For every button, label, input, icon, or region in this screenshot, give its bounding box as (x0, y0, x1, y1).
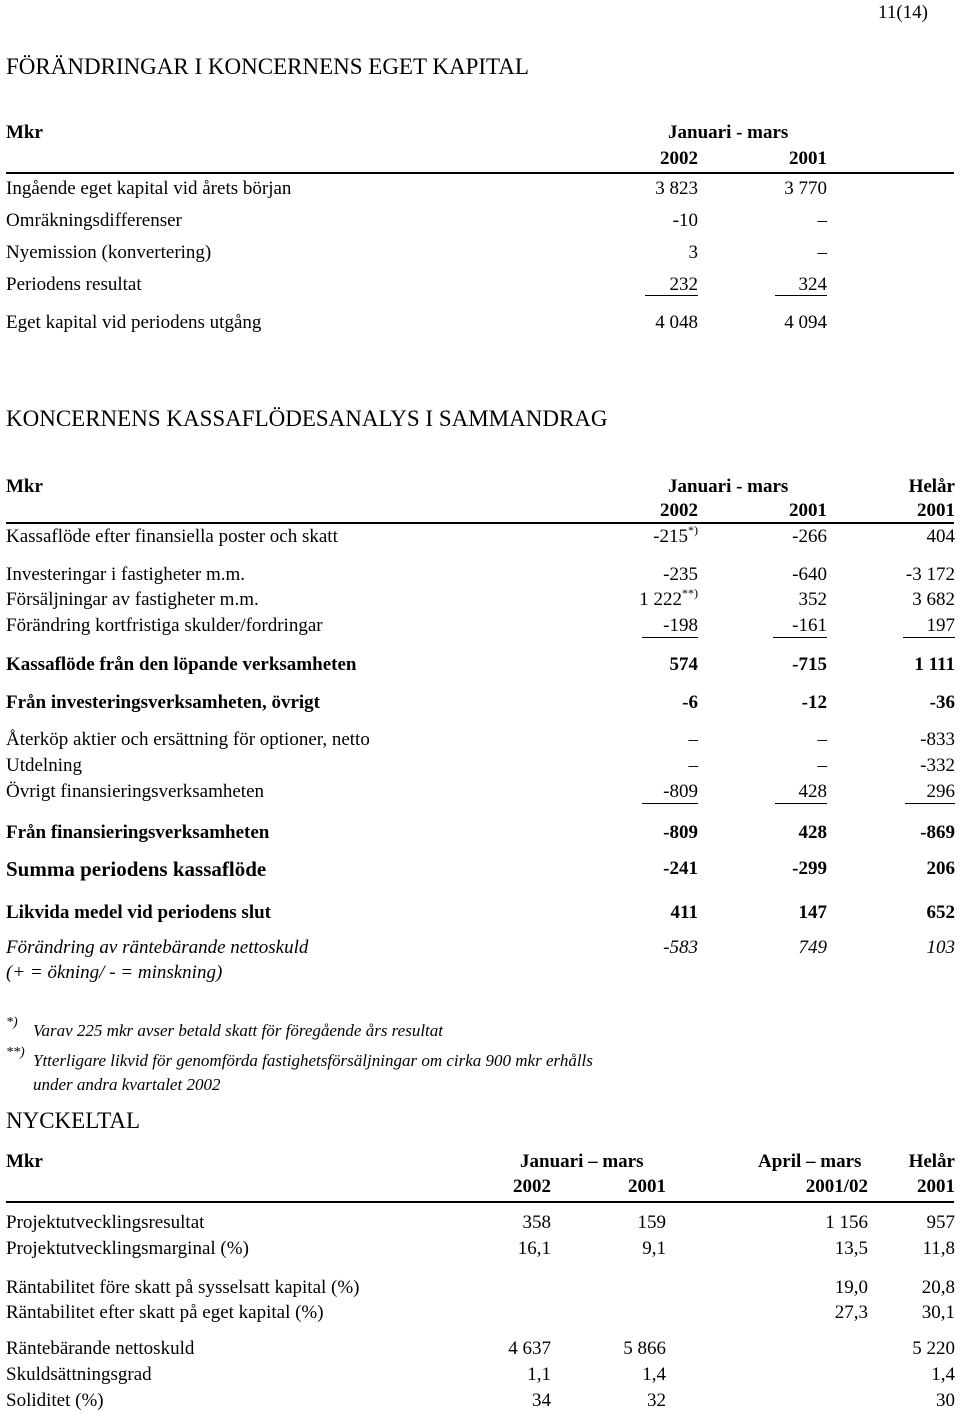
keyfigures-row-label: Projektutvecklingsresultat (6, 1212, 205, 1233)
underline (905, 803, 955, 804)
cashflow-row-value: 428 (798, 822, 827, 843)
cashflow-row-value: -809 (663, 822, 698, 843)
keyfigures-row-value: 1,4 (931, 1364, 955, 1385)
keyfigures-row-label: Soliditet (%) (6, 1390, 104, 1411)
cashflow-row-label: Investeringar i fastigheter m.m. (6, 564, 246, 585)
cashflow-mkr-label: Mkr (6, 476, 43, 497)
cashflow-period-header: Januari - mars (668, 476, 789, 497)
keyfigures-row-value: 5 866 (623, 1338, 666, 1359)
keyfigures-row-value: 11,8 (922, 1238, 955, 1259)
cashflow-row-value: -869 (920, 822, 955, 843)
equity-header-rule (6, 172, 954, 174)
equity-row-label: Omräkningsdifferenser (6, 210, 182, 231)
equity-row-value: -10 (672, 210, 698, 231)
cashflow-row-value: 749 (798, 937, 827, 958)
equity-row-label: Periodens resultat (6, 274, 142, 295)
footnote-mark: *) (6, 1015, 18, 1030)
footnote-text: Ytterligare likvid för genomförda fastighetsförsäljningar om cirka 900 mkr erhålls (33, 1051, 593, 1070)
keyfigures-year: 2001 (628, 1176, 666, 1197)
keyfigures-fullyear-header: Helår (908, 1151, 955, 1172)
underline (642, 803, 698, 804)
footnote-text: under andra kvartalet 2002 (33, 1075, 221, 1094)
equity-row-value: 324 (798, 274, 827, 295)
cashflow-row-value: -161 (792, 615, 827, 636)
cashflow-row-label: Likvida medel vid periodens slut (6, 902, 271, 923)
cashflow-year-2001: 2001 (789, 500, 827, 521)
equity-year-2002: 2002 (660, 148, 698, 169)
keyfigures-row-label: Räntabilitet efter skatt på eget kapital (%) (6, 1302, 324, 1323)
footnote-marker: *) (688, 523, 698, 537)
equity-row-label: Ingående eget kapital vid årets början (6, 178, 292, 199)
underline (645, 295, 698, 296)
keyfigures-row-value: 13,5 (834, 1238, 868, 1259)
cashflow-year-2001-full: 2001 (917, 500, 955, 521)
keyfigures-row-value: 30,1 (921, 1302, 955, 1323)
cashflow-row-label: Övrigt finansieringsverksamheten (6, 781, 265, 802)
cashflow-note-line: (+ = ökning/ - = minskning) (6, 962, 223, 983)
underline (773, 637, 827, 638)
keyfigures-row-value: 1,4 (642, 1364, 666, 1385)
cashflow-row-label: Utdelning (6, 755, 82, 776)
cashflow-row-value: -640 (792, 564, 827, 585)
keyfigures-row-value: 9,1 (642, 1238, 666, 1259)
keyfigures-year: 2001 (917, 1176, 955, 1197)
equity-row-value: 3 770 (784, 178, 827, 199)
keyfigures-row-value: 20,8 (921, 1277, 955, 1298)
underline (775, 803, 827, 804)
cashflow-row-label: Förändring kortfristiga skulder/fordringar (6, 615, 323, 636)
cashflow-row-value: 206 (926, 858, 955, 879)
equity-row-label: Nyemission (konvertering) (6, 242, 212, 263)
equity-row-value: 3 (688, 242, 698, 263)
cashflow-row-label: Återköp aktier och ersättning för optioner, netto (6, 729, 370, 750)
cashflow-row-value: 296 (926, 781, 955, 802)
cashflow-row-value: -266 (792, 526, 827, 547)
underline (775, 295, 827, 296)
cashflow-row-label: Förändring av räntebärande nettoskuld (6, 937, 309, 958)
equity-period-header: Januari - mars (668, 122, 789, 143)
keyfigures-row-value: 957 (926, 1212, 955, 1233)
cashflow-row-value: 404 (926, 526, 955, 547)
underline (903, 637, 955, 638)
keyfigures-title: NYCKELTAL (6, 1108, 141, 1133)
keyfigures-row-label: Räntebärande nettoskuld (6, 1338, 195, 1359)
cashflow-row-value: 103 (926, 937, 955, 958)
cashflow-row-value: -241 (663, 858, 698, 879)
cashflow-row-value: -715 (792, 654, 827, 675)
cashflow-row-value: -215*) (653, 523, 698, 547)
page-number: 11(14) (878, 2, 928, 23)
cashflow-row-value: -833 (920, 729, 955, 750)
equity-mkr-label: Mkr (6, 122, 43, 143)
keyfigures-row-value: 27,3 (834, 1302, 868, 1323)
keyfigures-header-rule (6, 1201, 954, 1203)
equity-row-label: Eget kapital vid periodens utgång (6, 312, 262, 333)
cashflow-row-value: – (688, 755, 698, 776)
cashflow-row-value: 411 (670, 902, 698, 923)
cashflow-row-label: Kassaflöde från den löpande verksamheten (6, 654, 357, 675)
cashflow-row-value: -6 (682, 692, 698, 713)
cashflow-row-value: -235 (663, 564, 698, 585)
cashflow-row-value: 1 222**) (639, 586, 698, 610)
underline (642, 637, 698, 638)
cashflow-row-value: – (688, 729, 698, 750)
cashflow-row-value: 147 (798, 902, 827, 923)
equity-row-value: 3 823 (655, 178, 698, 199)
keyfigures-row-value: 34 (532, 1390, 551, 1411)
cashflow-row-label: Försäljningar av fastigheter m.m. (6, 589, 259, 610)
cashflow-row-label: Summa periodens kassaflöde (6, 857, 267, 881)
equity-row-value: 4 048 (655, 312, 698, 333)
cashflow-row-value: – (817, 729, 827, 750)
cashflow-row-value: -36 (929, 692, 955, 713)
footnote-text: Varav 225 mkr avser betald skatt för föregående års resultat (33, 1021, 444, 1040)
keyfigures-row-value: 1,1 (527, 1364, 551, 1385)
cashflow-title: KONCERNENS KASSAFLÖDESANALYS I SAMMANDRAG (6, 406, 608, 431)
equity-title: FÖRÄNDRINGAR I KONCERNENS EGET KAPITAL (6, 54, 529, 79)
cashflow-row-value: 352 (798, 589, 827, 610)
keyfigures-row-value: 19,0 (834, 1277, 868, 1298)
cashflow-row-value: -12 (801, 692, 827, 713)
keyfigures-row-value: 32 (647, 1390, 666, 1411)
footnote-mark: **) (6, 1045, 25, 1060)
equity-year-2001: 2001 (789, 148, 827, 169)
keyfigures-row-label: Projektutvecklingsmarginal (%) (6, 1238, 249, 1259)
keyfigures-row-value: 5 220 (912, 1338, 955, 1359)
equity-row-value: 232 (669, 274, 698, 295)
keyfigures-row-label: Skuldsättningsgrad (6, 1364, 152, 1385)
cashflow-row-value: -198 (663, 615, 698, 636)
keyfigures-year: 2002 (513, 1176, 551, 1197)
equity-row-value: – (817, 242, 827, 263)
footnote-marker: **) (682, 586, 698, 600)
cashflow-fullyear-header: Helår (908, 476, 955, 497)
cashflow-row-value: – (817, 755, 827, 776)
cashflow-row-value: 1 111 (914, 654, 955, 675)
cashflow-header-rule (6, 522, 954, 524)
keyfigures-row-value: 30 (936, 1390, 955, 1411)
cashflow-row-value: -583 (663, 937, 698, 958)
equity-row-value: – (817, 210, 827, 231)
keyfigures-period2-header: April – mars (758, 1151, 862, 1172)
cashflow-row-value: 197 (926, 615, 955, 636)
keyfigures-row-value: 4 637 (508, 1338, 551, 1359)
cashflow-row-value: -299 (792, 858, 827, 879)
keyfigures-period1-header: Januari – mars (520, 1151, 644, 1172)
keyfigures-year: 2001/02 (805, 1176, 868, 1197)
cashflow-year-2002: 2002 (660, 500, 698, 521)
keyfigures-mkr-label: Mkr (6, 1151, 43, 1172)
keyfigures-row-label: Räntabilitet före skatt på sysselsatt kapital (%) (6, 1277, 360, 1298)
cashflow-row-value: 428 (798, 781, 827, 802)
equity-row-value: 4 094 (784, 312, 827, 333)
keyfigures-row-value: 1 156 (825, 1212, 868, 1233)
cashflow-row-label: Från investeringsverksamheten, övrigt (6, 692, 320, 713)
keyfigures-row-value: 159 (637, 1212, 666, 1233)
cashflow-row-value: 3 682 (912, 589, 955, 610)
cashflow-row-value: 652 (926, 902, 955, 923)
keyfigures-row-value: 16,1 (517, 1238, 551, 1259)
cashflow-row-value: 574 (669, 654, 698, 675)
keyfigures-row-value: 358 (522, 1212, 551, 1233)
cashflow-row-value: -332 (920, 755, 955, 776)
cashflow-row-label: Från finansieringsverksamheten (6, 822, 270, 843)
cashflow-row-value: -3 172 (905, 564, 955, 585)
cashflow-row-label: Kassaflöde efter finansiella poster och skatt (6, 526, 338, 547)
cashflow-row-value: -809 (663, 781, 698, 802)
